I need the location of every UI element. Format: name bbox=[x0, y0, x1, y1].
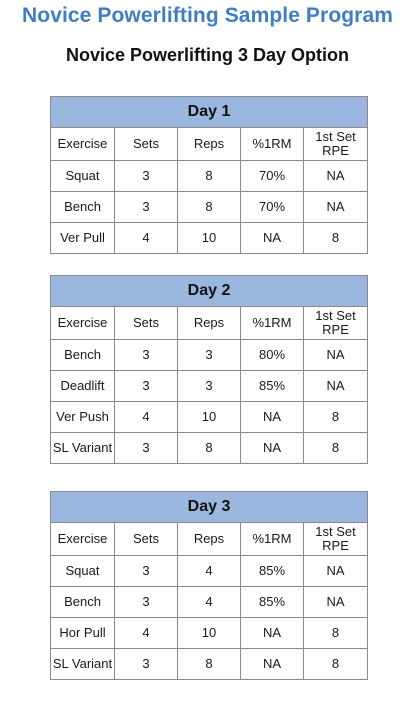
column-header-1rm: %1RM bbox=[241, 523, 304, 556]
exercise-cell: Deadlift bbox=[51, 371, 115, 402]
page-title: Novice Powerlifting Sample Program bbox=[22, 4, 393, 27]
table-row bbox=[51, 402, 368, 433]
1rm-cell: 70% bbox=[241, 192, 304, 223]
column-header-rpe: 1st Set RPE bbox=[304, 307, 368, 340]
1rm-cell: NA bbox=[241, 649, 304, 680]
1rm-cell: NA bbox=[241, 433, 304, 464]
exercise-cell: Bench bbox=[51, 587, 115, 618]
1rm-cell: NA bbox=[241, 223, 304, 254]
1rm-cell: 80% bbox=[241, 340, 304, 371]
sets-cell: 3 bbox=[115, 192, 178, 223]
exercise-cell: Squat bbox=[51, 161, 115, 192]
rpe-cell: 8 bbox=[304, 433, 368, 464]
column-header-sets: Sets bbox=[115, 128, 178, 161]
day-2-table bbox=[50, 275, 368, 464]
table-row bbox=[51, 161, 368, 192]
table-row bbox=[51, 556, 368, 587]
rpe-cell: 8 bbox=[304, 402, 368, 433]
column-header-row bbox=[51, 523, 368, 556]
exercise-cell: SL Variant bbox=[51, 649, 115, 680]
sets-cell: 3 bbox=[115, 371, 178, 402]
table-row bbox=[51, 649, 368, 680]
reps-cell: 10 bbox=[178, 618, 241, 649]
sets-cell: 3 bbox=[115, 161, 178, 192]
reps-cell: 8 bbox=[178, 649, 241, 680]
exercise-cell: Squat bbox=[51, 556, 115, 587]
reps-cell: 10 bbox=[178, 223, 241, 254]
reps-cell: 3 bbox=[178, 371, 241, 402]
rpe-cell: 8 bbox=[304, 618, 368, 649]
sets-cell: 3 bbox=[115, 649, 178, 680]
exercise-cell: Bench bbox=[51, 340, 115, 371]
reps-cell: 3 bbox=[178, 340, 241, 371]
sets-cell: 3 bbox=[115, 340, 178, 371]
1rm-cell: 70% bbox=[241, 161, 304, 192]
day-header: Day 3 bbox=[51, 492, 368, 523]
page-subtitle: Novice Powerlifting 3 Day Option bbox=[65, 45, 350, 65]
table-row bbox=[51, 340, 368, 371]
day-1-table bbox=[50, 96, 368, 254]
column-header-rpe: 1st Set RPE bbox=[304, 523, 368, 556]
1rm-cell: 85% bbox=[241, 587, 304, 618]
sets-cell: 4 bbox=[115, 402, 178, 433]
column-header-rpe: 1st Set RPE bbox=[304, 128, 368, 161]
table-row bbox=[51, 371, 368, 402]
reps-cell: 8 bbox=[178, 192, 241, 223]
exercise-cell: Ver Pull bbox=[51, 223, 115, 254]
exercise-cell: Hor Pull bbox=[51, 618, 115, 649]
column-header-exercise: Exercise bbox=[51, 307, 115, 340]
day-header: Day 2 bbox=[51, 276, 368, 307]
sets-cell: 4 bbox=[115, 618, 178, 649]
day-3-table bbox=[50, 491, 368, 680]
1rm-cell: 85% bbox=[241, 556, 304, 587]
1rm-cell: NA bbox=[241, 618, 304, 649]
rpe-cell: NA bbox=[304, 161, 368, 192]
reps-cell: 8 bbox=[178, 433, 241, 464]
sets-cell: 3 bbox=[115, 433, 178, 464]
exercise-cell: Ver Push bbox=[51, 402, 115, 433]
column-header-reps: Reps bbox=[178, 128, 241, 161]
reps-cell: 8 bbox=[178, 161, 241, 192]
rpe-cell: 8 bbox=[304, 223, 368, 254]
rpe-cell: NA bbox=[304, 340, 368, 371]
column-header-reps: Reps bbox=[178, 523, 241, 556]
column-header-1rm: %1RM bbox=[241, 128, 304, 161]
table-row bbox=[51, 433, 368, 464]
table-row bbox=[51, 587, 368, 618]
table-row bbox=[51, 192, 368, 223]
sets-cell: 3 bbox=[115, 587, 178, 618]
sets-cell: 3 bbox=[115, 556, 178, 587]
column-header-reps: Reps bbox=[178, 307, 241, 340]
1rm-cell: 85% bbox=[241, 371, 304, 402]
table-row bbox=[51, 223, 368, 254]
column-header-exercise: Exercise bbox=[51, 523, 115, 556]
rpe-cell: NA bbox=[304, 371, 368, 402]
reps-cell: 4 bbox=[178, 587, 241, 618]
column-header-sets: Sets bbox=[115, 307, 178, 340]
rpe-cell: NA bbox=[304, 587, 368, 618]
rpe-cell: NA bbox=[304, 192, 368, 223]
sets-cell: 4 bbox=[115, 223, 178, 254]
rpe-cell: 8 bbox=[304, 649, 368, 680]
1rm-cell: NA bbox=[241, 402, 304, 433]
column-header-row bbox=[51, 307, 368, 340]
reps-cell: 4 bbox=[178, 556, 241, 587]
table-row bbox=[51, 618, 368, 649]
rpe-cell: NA bbox=[304, 556, 368, 587]
reps-cell: 10 bbox=[178, 402, 241, 433]
column-header-sets: Sets bbox=[115, 523, 178, 556]
column-header-1rm: %1RM bbox=[241, 307, 304, 340]
column-header-row bbox=[51, 128, 368, 161]
exercise-cell: SL Variant bbox=[51, 433, 115, 464]
day-header: Day 1 bbox=[51, 97, 368, 128]
column-header-exercise: Exercise bbox=[51, 128, 115, 161]
exercise-cell: Bench bbox=[51, 192, 115, 223]
